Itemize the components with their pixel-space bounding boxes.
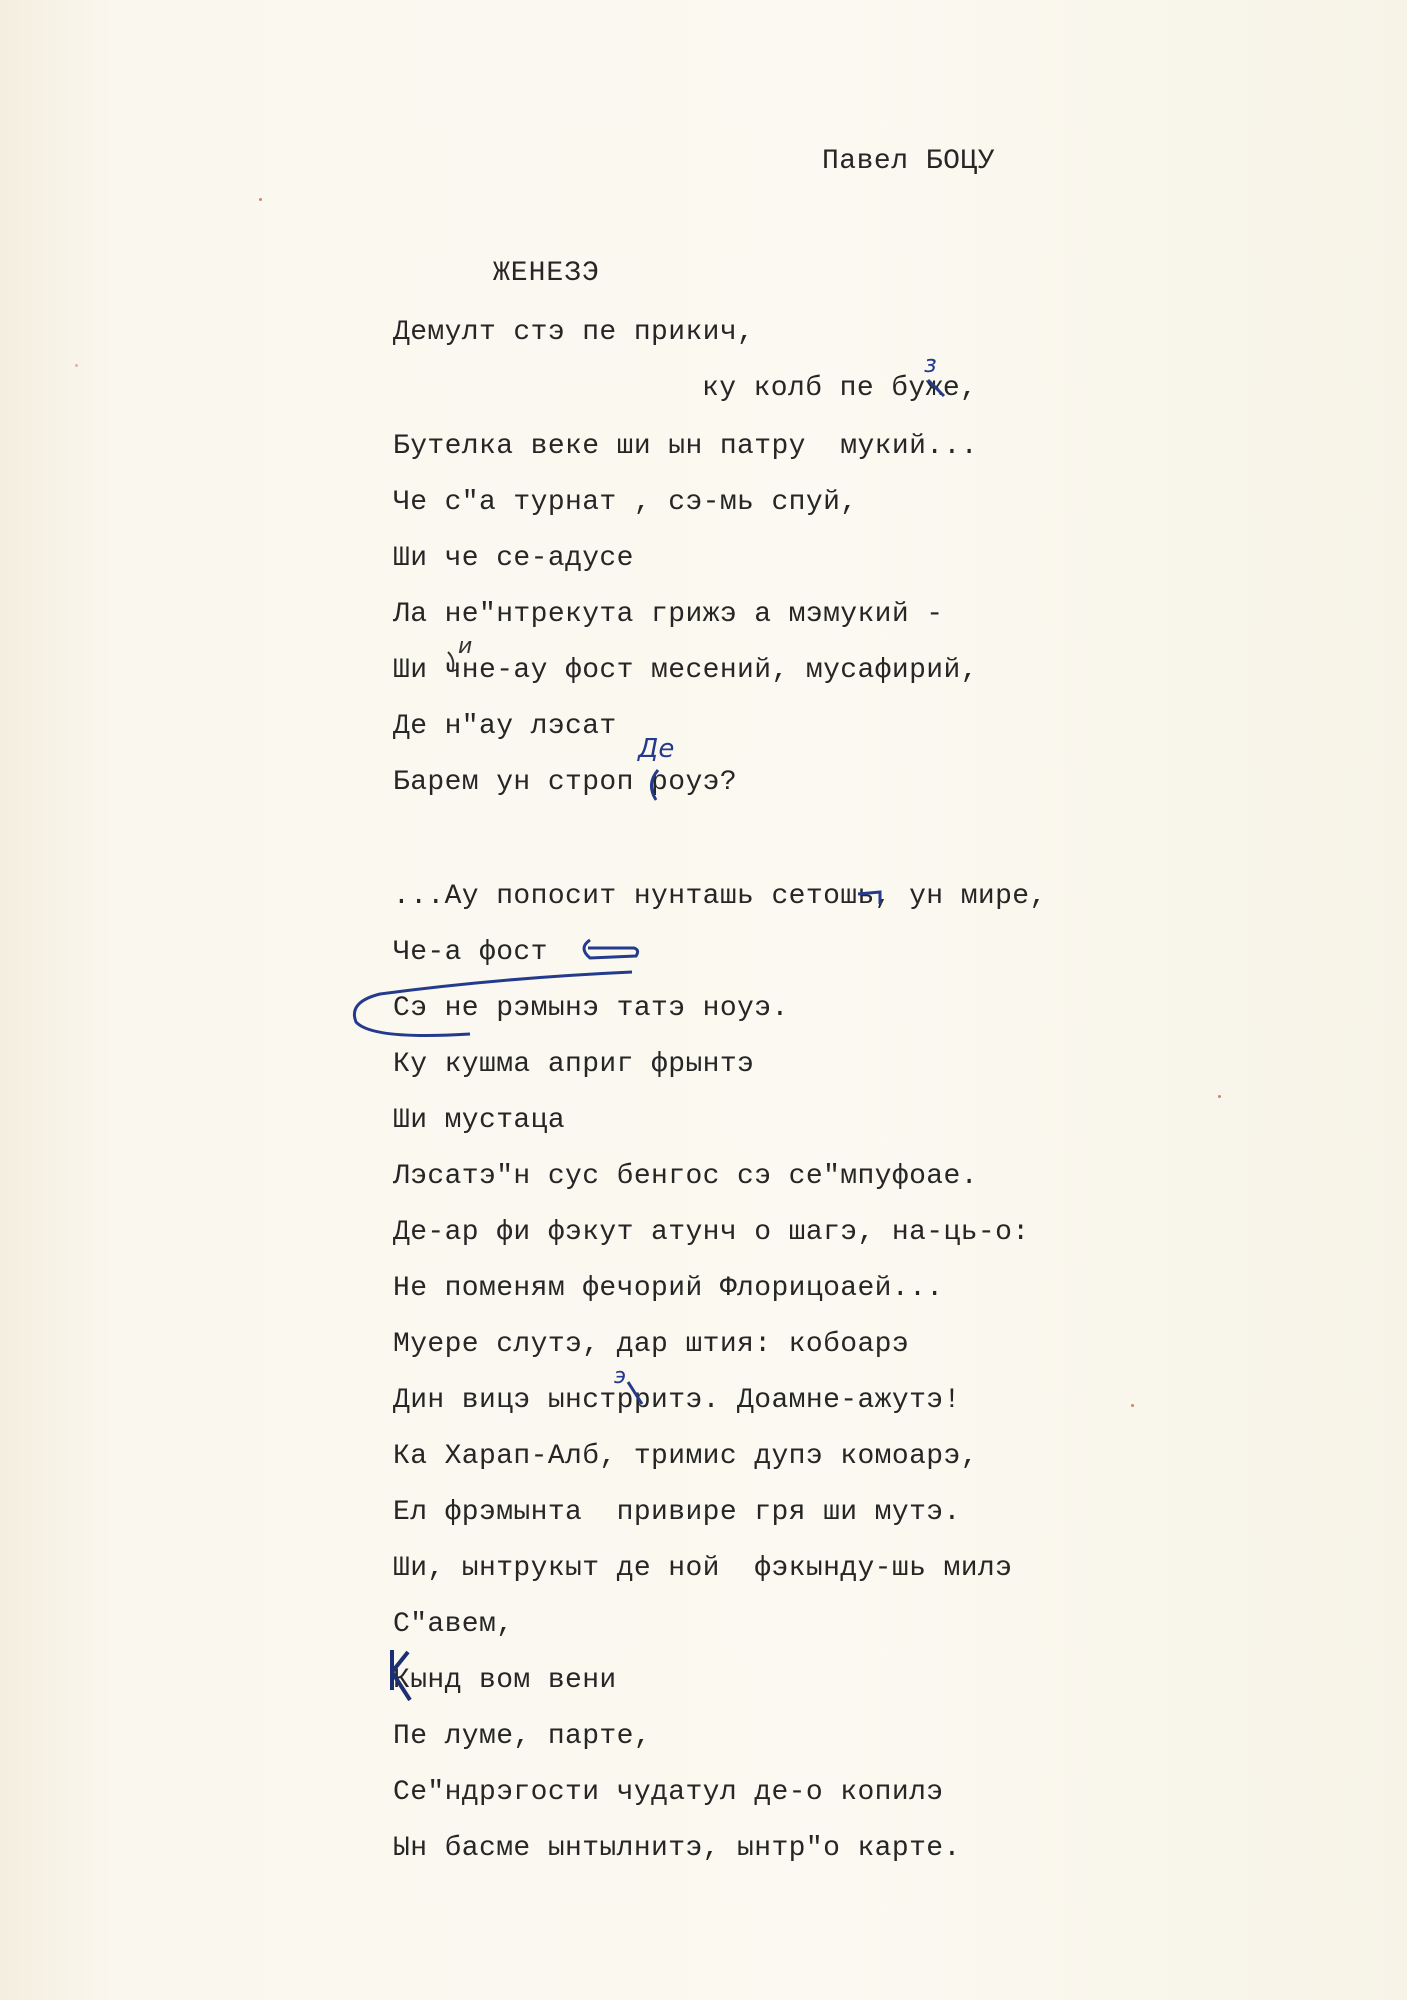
- poem-line: ку колб пе буже,: [702, 373, 978, 404]
- poem-line: Ши чне-ау фост месений, мусафирий,: [393, 655, 978, 686]
- paper-speck: [1131, 1404, 1134, 1407]
- poem-line: Бутелка веке ши ын патру мукий...: [393, 431, 978, 462]
- poem-line: Се"ндрэгости чудатул де-о копилэ: [393, 1777, 944, 1808]
- poem-line: С"авем,: [393, 1609, 514, 1640]
- poem-line: Пе луме, парте,: [393, 1721, 652, 1752]
- poem-line: Ла не"нтрекута грижэ а мэмукий -: [393, 599, 944, 630]
- author-name: Павел БОЦУ: [822, 146, 996, 177]
- poem-line: Ши мустаца: [393, 1105, 566, 1136]
- poem-line: Лэсатэ"н сус бенгос сэ се"мпуфоае.: [393, 1161, 978, 1192]
- poem-line: Ын басме ынтылнитэ, ынтр"о карте.: [393, 1833, 961, 1864]
- poem-line: Ел фрэмынта привире гря ши мутэ.: [393, 1497, 961, 1528]
- poem-title: ЖЕНЕЗЭ: [493, 258, 600, 289]
- poem-line: Дин вицэ ынстрритэ. Доамне-ажутэ!: [393, 1385, 961, 1416]
- poem-line: Барем ун строп роуэ?: [393, 767, 738, 798]
- handwritten-correction: Де: [638, 734, 675, 764]
- poem-line: Демулт стэ пе прикич,: [393, 317, 755, 348]
- paper-speck: [1218, 1095, 1221, 1098]
- paper-speck: [259, 198, 262, 201]
- handwritten-correction: з: [924, 350, 937, 378]
- poem-line: Де-ар фи фэкут атунч о шагэ, на-ць-о:: [393, 1217, 1030, 1248]
- handwritten-correction: э: [614, 1364, 627, 1389]
- poem-line: Ши че се-адусе: [393, 543, 634, 574]
- poem-line: Муере слутэ, дар штия: кобоарэ: [393, 1329, 910, 1360]
- poem-line: ...Ау попосит нунташь сетошь, ун мире,: [393, 881, 1047, 912]
- poem-line: Ши, ынтрукыт де ной фэкынду-шь милэ: [393, 1553, 1013, 1584]
- poem-line: Де н"ау лэсат: [393, 711, 617, 742]
- poem-line: Кынд вом вени: [393, 1665, 617, 1696]
- show-through-text: [400, 170, 868, 200]
- poem-line: Че-а фост: [393, 937, 548, 968]
- poem-line: Ка Харап-Алб, тримис дупэ комоарэ,: [393, 1441, 978, 1472]
- poem-line: Ку кушма априг фрынтэ: [393, 1049, 755, 1080]
- poem-line: Сэ не рэмынэ татэ ноуэ.: [393, 993, 789, 1024]
- poem-line: Не поменям фечорий Флорицоаей...: [393, 1273, 944, 1304]
- poem-line: Че с"а турнат , сэ-мь спуй,: [393, 487, 858, 518]
- handwritten-correction: и: [458, 634, 473, 659]
- paper-speck: [75, 364, 78, 367]
